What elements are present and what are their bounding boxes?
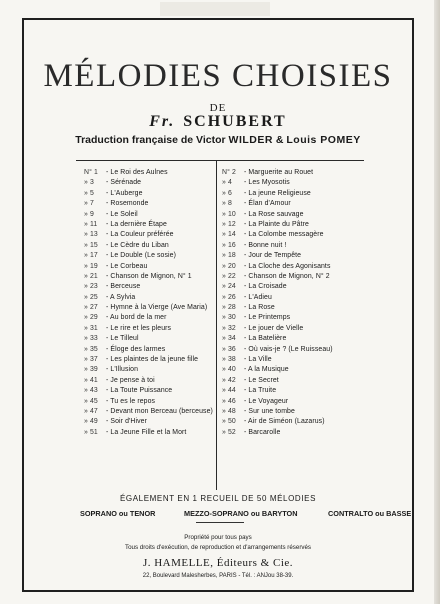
song-number: » 16 <box>222 241 236 249</box>
song-title: - Le Printemps <box>244 314 291 322</box>
song-number: » 17 <box>84 252 98 260</box>
song-number: N° 1 <box>84 169 98 176</box>
song-item <box>222 168 362 178</box>
song-title: - Devant mon Berceau (berceuse) <box>106 407 213 415</box>
song-title: - La dernière Étape <box>106 220 167 228</box>
song-number: » 29 <box>84 314 98 322</box>
song-number: » 43 <box>84 387 98 395</box>
song-number: » 12 <box>222 220 236 228</box>
column-divider <box>216 160 217 490</box>
song-number: » 35 <box>84 345 98 353</box>
song-number: » 51 <box>84 428 98 436</box>
song-item <box>222 282 362 292</box>
song-number: » 36 <box>222 345 236 353</box>
song-title: - Chanson de Mignon, N° 1 <box>106 272 192 280</box>
song-title: - La Rose sauvage <box>244 210 304 218</box>
song-item <box>222 417 362 427</box>
song-title: - La Couleur préférée <box>106 231 174 239</box>
song-item <box>84 230 216 240</box>
song-number: » 7 <box>84 200 94 208</box>
song-number: N° 2 <box>222 169 236 176</box>
song-item <box>222 230 362 240</box>
voice-contralto-basse: CONTRALTO ou BASSE <box>328 509 412 518</box>
publisher-address: 22, Boulevard Malesherbes, PARIS - Tél. : ANJou 38-39. <box>142 573 294 579</box>
song-item <box>84 428 216 438</box>
song-number: » 30 <box>222 314 236 322</box>
song-number: » 4 <box>222 179 232 187</box>
song-item <box>84 178 216 188</box>
song-number: » 38 <box>222 356 236 364</box>
song-number: » 45 <box>84 397 98 405</box>
song-list-left <box>84 168 216 438</box>
song-number: » 52 <box>222 428 236 436</box>
song-title: - Le Soleil <box>106 210 138 218</box>
song-number: » 14 <box>222 231 236 239</box>
song-item <box>84 251 216 261</box>
song-item <box>222 303 362 313</box>
translator-1: WILDER <box>228 134 273 146</box>
song-number: » 23 <box>84 283 98 291</box>
song-number: » 9 <box>84 210 94 218</box>
rights-note: Tous droits d'exécution, de reproduction et d'arrangements réservés <box>124 544 312 551</box>
song-title: - La Colombe messagère <box>244 231 324 239</box>
song-title: - Berceuse <box>106 283 141 291</box>
song-item <box>222 376 362 386</box>
song-number: » 46 <box>222 397 236 405</box>
song-item <box>222 313 362 323</box>
song-title: - Sérénade <box>106 179 142 187</box>
song-title: - Éloge des larmes <box>106 345 166 353</box>
song-number: » 10 <box>222 210 236 218</box>
song-item <box>84 282 216 292</box>
song-number: » 28 <box>222 304 236 312</box>
song-item <box>84 324 216 334</box>
song-number: » 25 <box>84 293 98 301</box>
song-item <box>222 345 362 355</box>
song-title: - L'Adieu <box>244 293 272 301</box>
song-number: » 6 <box>222 189 232 197</box>
composer-name: SCHUBERT <box>183 113 287 130</box>
song-item <box>84 376 216 386</box>
song-item <box>222 407 362 417</box>
song-number: » 20 <box>222 262 236 270</box>
song-item <box>84 272 216 282</box>
song-number: » 44 <box>222 387 236 395</box>
composer <box>22 113 414 131</box>
song-number: » 24 <box>222 283 236 291</box>
song-title: - Le Roi des Aulnes <box>106 169 168 176</box>
song-title: - Sur une tombe <box>244 407 295 415</box>
song-title: - La Jeune Fille et la Mort <box>106 428 187 436</box>
song-number: » 15 <box>84 241 98 249</box>
song-number: » 21 <box>84 272 98 280</box>
song-title: - A la Musique <box>244 366 289 374</box>
de-label: DE <box>209 102 227 114</box>
song-title: - Le Double (Le sosie) <box>106 252 176 260</box>
song-title: - Barcarolle <box>244 428 281 436</box>
song-title: - Chanson de Mignon, N° 2 <box>244 272 330 280</box>
song-item <box>84 313 216 323</box>
song-title: - Je pense à toi <box>106 376 155 384</box>
song-title: - L'Illusion <box>106 366 139 374</box>
song-title: - La Ville <box>244 356 272 364</box>
song-item <box>84 262 216 272</box>
song-title: - Le Tilleul <box>106 335 139 343</box>
song-item <box>84 210 216 220</box>
song-item <box>222 365 362 375</box>
song-item <box>84 407 216 417</box>
song-item <box>84 397 216 407</box>
song-title: - Soir d'Hiver <box>106 418 148 426</box>
song-item <box>84 334 216 344</box>
song-item <box>222 251 362 261</box>
song-item <box>222 272 362 282</box>
song-number: » 31 <box>84 324 98 332</box>
recueil-note: ÉGALEMENT EN 1 RECUEIL DE 50 MÉLODIES <box>119 494 317 503</box>
song-item <box>222 324 362 334</box>
song-item <box>84 220 216 230</box>
song-title: - La Truite <box>244 387 277 395</box>
song-number: » 50 <box>222 418 236 426</box>
song-number: » 11 <box>84 220 98 228</box>
song-title: - La Rose <box>244 304 275 312</box>
song-title: - La Batelière <box>244 335 287 343</box>
song-item <box>84 386 216 396</box>
song-number: » 42 <box>222 376 236 384</box>
translation-and: & <box>275 134 284 146</box>
page-title: MÉLODIES CHOISIES <box>43 58 393 94</box>
song-item <box>84 345 216 355</box>
song-title: - Le Cèdre du Liban <box>106 241 169 249</box>
song-item <box>222 262 362 272</box>
composer-prefix: Fr. <box>149 113 176 130</box>
song-number: » 3 <box>84 179 94 187</box>
song-number: » 48 <box>222 407 236 415</box>
song-title: - Le Secret <box>244 376 279 384</box>
song-title: - Au bord de la mer <box>106 314 167 322</box>
song-title: - Marguerite au Rouet <box>244 169 314 176</box>
song-item <box>84 293 216 303</box>
song-item <box>222 178 362 188</box>
song-title: - L'Auberge <box>106 189 143 197</box>
song-item <box>222 397 362 407</box>
song-item <box>222 241 362 251</box>
song-number: » 40 <box>222 366 236 374</box>
song-title: - Rosemonde <box>106 200 149 208</box>
song-number: » 26 <box>222 293 236 301</box>
song-title: - Où vais-je ? (Le Ruisseau) <box>244 345 333 353</box>
song-number: » 47 <box>84 407 98 415</box>
song-number: » 8 <box>222 200 232 208</box>
song-title: - La Cloche des Agonisants <box>244 262 331 270</box>
song-number: » 19 <box>84 262 98 270</box>
publisher-name: J. HAMELLE, Éditeurs & Cie. <box>142 557 294 569</box>
song-title: - Le jouer de Vielle <box>244 324 304 332</box>
song-number: » 5 <box>84 189 94 197</box>
song-title: - La Croisade <box>244 283 287 291</box>
song-title: - Jour de Tempête <box>244 252 302 260</box>
song-title: - Tu es le repos <box>106 397 156 405</box>
song-number: » 33 <box>84 335 98 343</box>
song-number: » 39 <box>84 366 98 374</box>
song-item <box>84 199 216 209</box>
song-title: - Élan d'Amour <box>244 200 291 208</box>
song-number: » 13 <box>84 231 98 239</box>
song-item <box>222 220 362 230</box>
song-item <box>222 199 362 209</box>
song-item <box>222 428 362 438</box>
song-list-right <box>222 168 362 438</box>
song-title: - Les plaintes de la jeune fille <box>106 356 199 364</box>
song-item <box>84 355 216 365</box>
song-number: » 34 <box>222 335 236 343</box>
song-title: - Le rire et les pleurs <box>106 324 172 332</box>
song-item <box>84 417 216 427</box>
song-number: » 32 <box>222 324 236 332</box>
voice-soprano-tenor: SOPRANO ou TENOR <box>80 509 156 518</box>
song-item <box>84 303 216 313</box>
song-title: - La Plainte du Pâtre <box>244 220 309 228</box>
song-title: - A Sylvia <box>106 293 136 301</box>
song-number: » 49 <box>84 418 98 426</box>
translation-prefix: Traduction française de Victor <box>75 134 226 146</box>
song-number: » 41 <box>84 376 98 384</box>
song-item <box>222 210 362 220</box>
divider-line <box>196 522 244 523</box>
song-item <box>222 386 362 396</box>
song-item <box>222 334 362 344</box>
song-title: - Les Myosotis <box>244 179 290 187</box>
translator-2: Louis POMEY <box>286 134 361 146</box>
song-item <box>222 293 362 303</box>
song-number: » 27 <box>84 304 98 312</box>
song-title: - La jeune Religieuse <box>244 189 311 197</box>
song-number: » 22 <box>222 272 236 280</box>
song-number: » 18 <box>222 252 236 260</box>
song-item <box>84 365 216 375</box>
song-title: - Le Voyageur <box>244 397 289 405</box>
property-note: Propriété pour tous pays <box>184 534 252 541</box>
song-item <box>84 168 216 178</box>
faint-bleed-through <box>160 2 270 16</box>
song-item <box>222 189 362 199</box>
song-title: - Hymne à la Vierge (Ave Maria) <box>106 304 208 312</box>
page-edge <box>434 0 440 604</box>
song-title: - Bonne nuit ! <box>244 241 287 249</box>
translation-credit <box>22 134 414 146</box>
song-title: - Air de Siméon (Lazarus) <box>244 418 325 426</box>
song-item <box>84 189 216 199</box>
voice-mezzo-baryton: MEZZO-SOPRANO ou BARYTON <box>184 509 298 518</box>
song-title: - Le Corbeau <box>106 262 148 270</box>
song-number: » 37 <box>84 356 98 364</box>
song-title: - La Toute Puissance <box>106 387 173 395</box>
song-item <box>222 355 362 365</box>
song-item <box>84 241 216 251</box>
